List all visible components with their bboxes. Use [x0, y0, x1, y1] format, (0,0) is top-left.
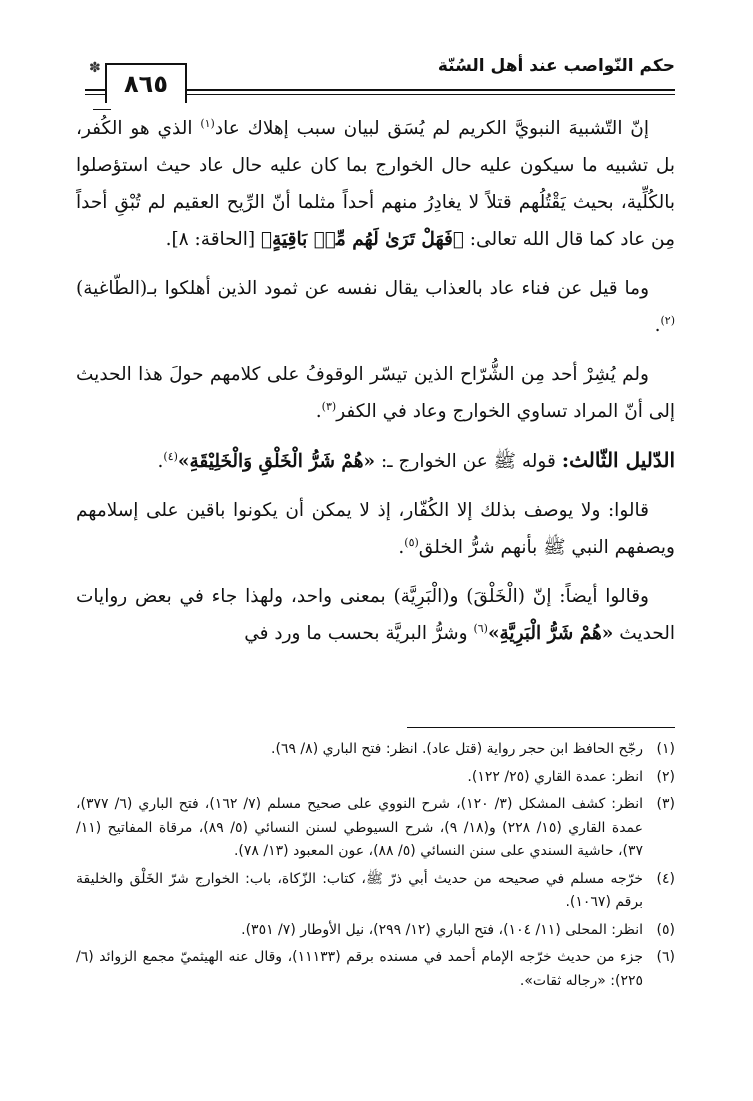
footnote-number: (٣) [656, 796, 675, 812]
paragraph-3 [76, 356, 675, 430]
page-number: ٨٦٥ [124, 70, 168, 98]
text: . [157, 451, 164, 472]
ornament-icon: ✽ [89, 61, 101, 76]
text: . [654, 315, 661, 336]
text: قوله ﷺ عن الخوارج ـ: [375, 451, 562, 472]
text: إنّ التّشبيهَ النبويَّ الكريم لم يُسَق لبيان سبب إهلاك عاد [214, 118, 650, 139]
footnote-number: (٥) [656, 921, 675, 938]
text: . [398, 537, 405, 558]
footnote-number: (١) [656, 741, 675, 757]
paragraph-6 [76, 578, 675, 652]
text: وقالوا أيضاً: إنّ (الْخَلْقَ) و(الْبَرِيَّة) بمعنى واحد، ولهذا جاء في بعض روايات الحديث [76, 586, 675, 644]
footnote-separator [407, 727, 675, 728]
text: الذي هو الكُفر، بل تشبيه ما سيكون عليه حال الخوارج بما كان عليه حال عاد حيث استؤصلوا بالكُلِّية، بحيث يَقْتُلُهم قتلاً لا يغادِرُ منهم أحداً مثلما أنّ الرِّيح العقيم لم تُبْقِ أحداً مِن عاد كما قال الله تعالى: [76, 118, 675, 250]
footnote-number: (٢) [656, 768, 675, 785]
footnote-text: انظر: كشف المشكل (٣/ ١٢٠)، شرح النووي على صحيح مسلم (٧/ ١٦٢)، فتح الباري (٦/ ٣٧٧)، عمدة القاري (١٥/ ٢٢٨) و(١٨/ ٩)، شرح السيوطي لسنن النسائي (٥/ ٨٩)، مرقاة المفاتيح (١١/ ٣٧)، حاشية السندي على سنن النسائي (٥/ ٨٨)، عون المعبود (١٣/ ٧٨). [76, 796, 643, 859]
hadith-quote: «هُمْ شَرُّ الْخَلْقِ وَالْخَلِيْقَةِ» [177, 451, 376, 472]
footnote-ref[interactable]: (٣) [321, 399, 337, 413]
footnote-ref[interactable]: (٢) [660, 313, 675, 327]
footnote-6 [76, 946, 675, 993]
footnotes [76, 738, 675, 997]
text: ولم يُشِرْ أحد مِن الشُّرّاح الذين تيسّر الوقوفُ على كلامهم حولَ هذا الحديث إلى أنّ المراد تساوي الخوارج وعاد في الكفر [76, 364, 675, 422]
footnote-2 [76, 766, 675, 790]
text: . [315, 401, 322, 422]
footnote-ref[interactable]: (١) [200, 116, 215, 130]
text: وشرُّ البريَّة بحسب ما ورد في [244, 623, 474, 644]
paragraph-1 [76, 110, 675, 258]
paragraph-5 [76, 492, 675, 566]
footnote-ref[interactable]: (٥) [404, 535, 419, 549]
paragraph-4 [76, 442, 675, 480]
footnote-3 [76, 793, 675, 864]
footnote-text: انظر: المحلى (١١/ ١٠٤)، فتح الباري (١٢/ ٢٩٩)، نيل الأوطار (٧/ ٣٥١). [241, 921, 643, 938]
page-number-box [89, 61, 187, 103]
footnote-ref[interactable]: (٦) [473, 621, 488, 635]
footnote-5 [76, 919, 675, 943]
page-header [85, 48, 675, 98]
hadith-quote: «هُمْ شَرُّ الْبَرِيَّةِ» [487, 623, 614, 644]
footnote-number: (٦) [656, 949, 675, 965]
footnote-text: خرّجه مسلم في صحيحه من حديث أبي ذرّ ﷺ، كتاب: الزّكاة، باب: الخوارج شرّ الخَلْق والخليقة برقم (١٠٦٧). [76, 870, 643, 910]
paragraph-2 [76, 270, 675, 344]
footnote-1 [76, 738, 675, 762]
section-heading: الدّليل الثّالث: [561, 448, 675, 472]
text: [الحاقة: ٨]. [165, 229, 262, 250]
running-title: حكم النّواصب عند أهل السُنّة [437, 56, 675, 76]
footnote-text: انظر: عمدة القاري (٢٥/ ١٢٢). [467, 768, 643, 785]
text: وما قيل عن فناء عاد بالعذاب يقال نفسه عن ثمود الذين أهلكوا بـ(الطّاغية) [76, 278, 649, 299]
footnote-text: رجّح الحافظ ابن حجر رواية (قتل عاد). انظر: فتح الباري (٨/ ٦٩). [271, 741, 643, 757]
quran-quote: ﴿فَهَلْ تَرَىٰ لَهُم مِّنۢ بَاقِيَةٍ﴾ [261, 229, 464, 250]
footnote-4 [76, 868, 675, 915]
main-text [76, 110, 675, 664]
text: قالوا: ولا يوصف بذلك إلا الكُفّار، إذ لا يمكن أن يكونوا باقين على إسلامهم ويصفهم النبي ﷺ بأنهم شرُّ الخلق [76, 500, 675, 558]
footnote-number: (٤) [656, 870, 675, 887]
footnote-ref[interactable]: (٤) [163, 449, 178, 463]
footnote-text: جزء من حديث خرّجه الإمام أحمد في مسنده برقم (١١١٣٣)، وقال عنه الهيثميّ مجمع الزوائد (٦/ ٢٢٥): «رجاله ثقات». [76, 949, 644, 989]
